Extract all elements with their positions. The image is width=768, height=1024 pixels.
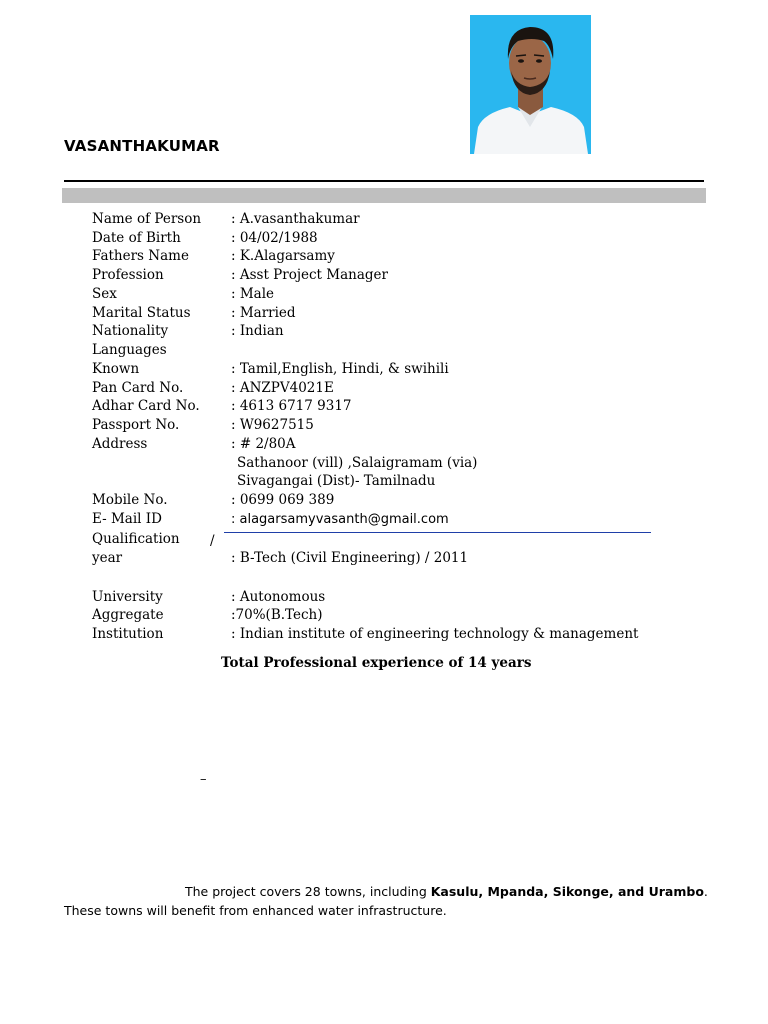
label-sex: Sex <box>92 286 117 302</box>
label-fathers-name: Fathers Name <box>92 248 189 264</box>
section-band <box>62 188 706 203</box>
value-sex: : Male <box>231 286 275 302</box>
value-address-line1: : # 2/80A <box>231 436 296 452</box>
value-pan-card: : ANZPV4021E <box>231 380 334 396</box>
value-nationality: : Indian <box>231 323 284 339</box>
label-marital-status: Marital Status <box>92 305 191 321</box>
value-date-of-birth: : 04/02/1988 <box>231 230 318 246</box>
total-experience-heading: Total Professional experience of 14 years <box>221 655 532 671</box>
value-adhar-card: : 4613 6717 9317 <box>231 398 352 414</box>
value-mobile: : 0699 069 389 <box>231 492 335 508</box>
value-name-of-person: : A.vasanthakumar <box>231 211 360 227</box>
label-date-of-birth: Date of Birth <box>92 230 181 246</box>
label-institution: Institution <box>92 626 164 642</box>
label-address: Address <box>92 436 148 452</box>
label-known: Known <box>92 361 140 377</box>
label-name-of-person: Name of Person <box>92 211 202 227</box>
label-year: year <box>92 550 123 566</box>
label-university: University <box>92 589 163 605</box>
label-pan-card: Pan Card No. <box>92 380 184 396</box>
candidate-name-heading: VASANTHAKUMAR <box>64 137 220 155</box>
label-mobile: Mobile No. <box>92 492 168 508</box>
project-towns: Kasulu, Mpanda, Sikonge, and Urambo <box>430 884 704 899</box>
profile-photo <box>470 15 591 154</box>
value-fathers-name: : K.Alagarsamy <box>231 248 335 264</box>
label-profession: Profession <box>92 267 164 283</box>
value-languages-known: : Tamil,English, Hindi, & swihili <box>231 361 449 377</box>
email-underline <box>224 532 651 533</box>
value-email[interactable]: : alagarsamyvasanth@gmail.com <box>231 512 449 527</box>
value-qualification-year: : B-Tech (Civil Engineering) / 2011 <box>231 550 469 566</box>
value-marital-status: : Married <box>231 305 296 321</box>
person-photo-icon <box>470 15 591 154</box>
project-text-before: The project covers 28 towns, including <box>185 884 431 899</box>
value-address-line2: Sathanoor (vill) ,Salaigramam (via) <box>237 455 478 471</box>
value-university: : Autonomous <box>231 589 326 605</box>
value-address-line3: Sivagangai (Dist)- Tamilnadu <box>237 473 436 489</box>
label-adhar-card: Adhar Card No. <box>92 398 200 414</box>
label-aggregate: Aggregate <box>92 607 164 623</box>
value-profession: : Asst Project Manager <box>231 267 388 283</box>
label-languages: Languages <box>92 342 167 358</box>
label-nationality: Nationality <box>92 323 169 339</box>
qualification-slash: / <box>210 533 215 549</box>
label-email: E- Mail ID <box>92 511 162 527</box>
value-institution: : Indian institute of engineering technology & management <box>231 626 639 642</box>
project-paragraph <box>64 882 714 920</box>
heading-underline <box>64 180 704 182</box>
label-passport: Passport No. <box>92 417 180 433</box>
stray-dash: – <box>200 772 207 787</box>
value-aggregate: :70%(B.Tech) <box>231 607 323 623</box>
value-passport: : W9627515 <box>231 417 314 433</box>
label-qualification: Qualification <box>92 531 180 547</box>
project-text-after: . These towns will benefit from enhanced water infrastructure. <box>64 884 708 918</box>
